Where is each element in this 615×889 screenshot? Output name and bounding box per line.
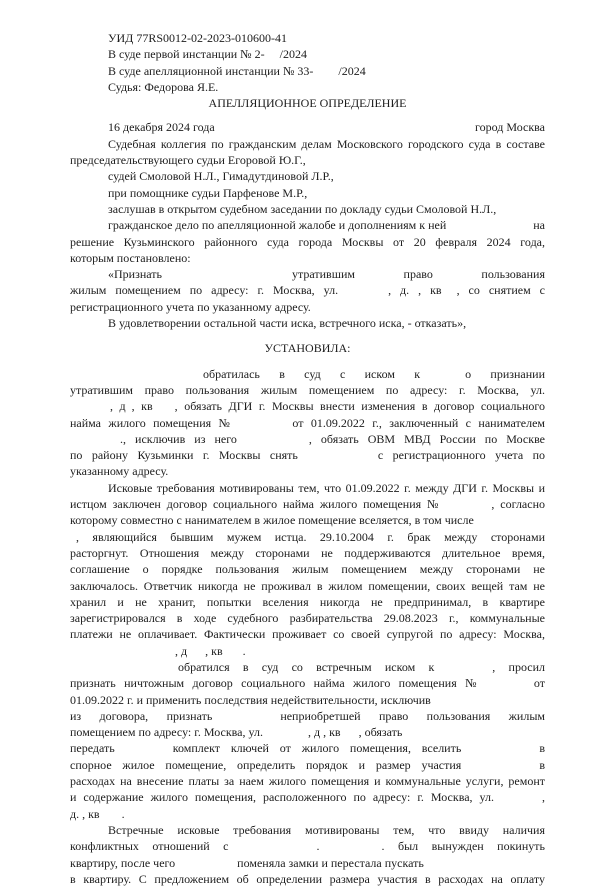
text-line: спорное жилое помещение, определить порядок и размер участия в [70,757,545,772]
text-line: регистрационного учета по указанному адресу. [70,299,311,314]
redaction-gap [442,293,457,294]
judge-line: Судья: Федорова Я.Е. [108,79,219,94]
text-line: расходах на внесение платы за наем жилого помещения и коммунальные услуги, ремонт [70,774,545,789]
text-line: судей Смоловой Н.Л., Гимадутдиновой Л.Р., [108,169,334,184]
text-line: зарегистрировался в ходе судебного разбирательства 29.08.2023 г., коммунальные [70,611,545,626]
text-line: по району Кузьминки г. Москвы снять с регистрационного учета по [70,448,545,463]
text-line: обратился в суд со встречным иском к , просил [70,659,545,675]
redaction-gap [126,409,132,410]
redaction-gap [162,277,292,278]
redaction-gap [70,540,76,541]
text-line: при помощнике судьи Парфенове М.Р., [108,185,308,200]
redaction-gap [320,849,382,850]
text-line: заключалось. Ответчик никогда не проживал в жилом помещении, своих вещей там не [70,578,545,593]
text-line: из договора, признать неприобретшей право пользования жилым [70,708,545,723]
text-line: жилым помещением по адресу: г. Москва, ул. , д. , кв , со снятием с [70,283,545,298]
text-line: которым постановлено: [70,250,191,265]
text-line: соглашение о порядке пользования жилым помещением между сторонами не [70,562,545,577]
text-line: квартиру, после чего поменяла замки и перестала пускать [70,855,424,870]
redaction-gap [420,377,465,378]
split-left-text: гражданское дело по апелляционной жалобе и дополнениям к ней [108,218,447,233]
redaction-gap [212,719,280,720]
redaction-gap [108,670,178,671]
redaction-gap [341,735,359,736]
text-line: расторгнут. Отношения между сторонами не поддерживаются длительное время, [70,545,545,560]
text-line: признать ничтожным договор социального найма жилого помещения № от [70,676,545,691]
split-right-text: на [533,218,545,233]
redaction-gap [482,686,534,687]
date-place-line [70,119,545,135]
redaction-gap [229,849,317,850]
redaction-gap [115,751,173,752]
text-line: в квартиру. С предложением об определении размера участия в расходах на оплату [70,871,545,886]
redaction-gap [108,377,203,378]
text-line: конфликтных отношений с . . был вынужден покинуть [70,839,545,854]
document-title: АПЕЛЛЯЦИОННОЕ ОПРЕДЕЛЕНИЕ [208,96,407,111]
text-line: утратившим право пользования жилым помещением по адресу: г. Москва, ул. [70,382,545,397]
redaction-gap [441,507,491,508]
text-line: и содержание жилого помещения, расположенного по адресу: г. Москва, ул. , [70,790,545,805]
text-line: , д , кв . [70,643,545,659]
redaction-gap [175,866,237,867]
text-line: платежи не оплачивает. Фактически проживает со своей супругой по адресу: Москва, [70,627,545,642]
redaction-gap [434,670,492,671]
text-line: передать комплект ключей от жилого помещения, вселить в [70,741,545,756]
text-line: Судебная коллегия по гражданским делам Московского городского суда в составе [108,136,545,151]
redaction-gap [187,654,205,655]
appeal-case-number: В суде апелляционной инстанции № 33- /2024 [108,63,366,78]
redaction-gap [70,442,120,443]
redaction-gap [494,800,542,801]
text-line: найма жилого помещения № от 01.09.2022 г., заключенный с нанимателем [70,415,545,430]
text-line: Исковые требования мотивированы тем, что 01.09.2022 г. между ДГИ г. Москвы и [108,480,545,495]
text-line: д. , кв . [70,806,125,821]
split-right-text: город Москва [474,120,545,135]
text-line [70,217,545,233]
text-line: 01.09.2022 г. и применить последствия недействительности, исключив [70,692,431,707]
text-line: председательствующего судьи Егоровой Ю.Г., [70,153,306,168]
text-line: ., исключив из него , обязать ОВМ МВД России по Москве [70,431,545,447]
text-line: обратилась в суд с иском к о признании [70,366,545,382]
text-line: истцом заключен договор социального найма жилого помещения № , согласно [70,497,546,512]
text-line: , являющийся бывшим мужем истца. 29.10.2004 г. брак между сторонами [70,529,545,545]
text-line: Встречные исковые требования мотивированы тем, что ввиду наличия [108,822,545,837]
text-line: В удовлетворении остальной части иска, встречного иска, - отказать», [108,316,467,331]
redaction-gap [313,74,338,75]
redaction-gap [265,57,280,58]
redaction-gap [461,751,539,752]
redaction-gap [338,293,388,294]
text-line: , д , кв , обязать ДГИ г. Москвы внести изменения в договор социального [70,398,545,414]
case-uid-line: УИД 77RS0012-02-2023-010600-41 [108,31,288,45]
text-line: решение Кузьминского районного суда города Москвы от 20 февраля 2024 года, [70,234,545,249]
redaction-gap [461,768,539,769]
text-line: помещением по адресу: г. Москва, ул. , д , кв , обязать [70,725,403,740]
section-heading: УСТАНОВИЛА: [264,341,351,356]
text-line: заслушав в открытом судебном заседании по докладу судьи Смоловой Н.Л., [108,201,497,216]
redaction-gap [237,442,309,443]
text-line: хранил и не хранит, попытки вселения никогда не предпринимал, в квартире [70,594,545,609]
redaction-gap [223,654,243,655]
redaction-gap [263,735,308,736]
redaction-gap [234,426,292,427]
split-left-text: 16 декабря 2024 года [108,120,215,135]
redaction-gap [70,409,110,410]
first-instance-case-number: В суде первой инстанции № 2- /2024 [108,47,307,62]
redaction-gap [100,817,122,818]
redaction-gap [70,654,175,655]
text-line: которому совместно с нанимателем в жилое помещение вселяется, в том числе [70,513,474,528]
redaction-gap [298,458,378,459]
text-line: указанному адресу. [70,464,169,479]
text-line: «Признать утратившим право пользования [108,267,545,282]
redaction-gap [153,409,175,410]
